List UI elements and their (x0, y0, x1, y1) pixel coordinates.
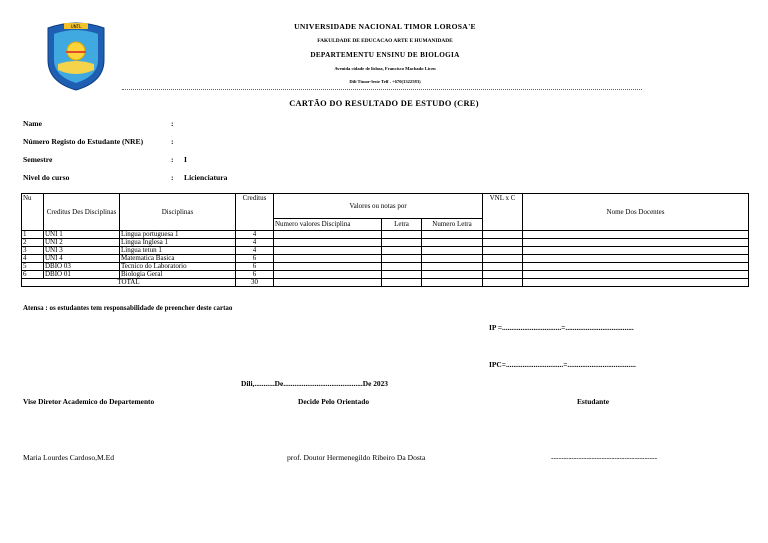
cell-creditus: 6 (236, 255, 274, 263)
header-numero-valores: Numero valores Disciplina (274, 219, 382, 231)
table-row (22, 271, 749, 279)
cell-empty (523, 247, 749, 255)
cell-nu: 2 (22, 239, 44, 247)
address-line: Avenida cidade de lisboa, Francisco Machado Licen (334, 66, 436, 71)
cell-empty (422, 231, 483, 239)
info-value: Licienciatura (184, 173, 228, 182)
cell-code: UNI 3 (44, 247, 120, 255)
table-row (22, 247, 749, 255)
header-creditus: Creditus (236, 194, 274, 231)
header-numero-letra: Numero Letra (422, 219, 483, 231)
info-name: Name : (23, 119, 174, 128)
cell-empty (274, 239, 382, 247)
header-valores: Valores ou notas por (274, 194, 483, 219)
cell-code: UNI 1 (44, 231, 120, 239)
cell-empty (523, 255, 749, 263)
cell-empty (523, 279, 749, 287)
cell-disciplina: Lingua Inglesa 1 (120, 239, 236, 247)
cell-empty (523, 271, 749, 279)
signature-line-estudante: ------------------------------------------ (551, 453, 658, 462)
cell-disciplina: Tecnico do Laboratorio (120, 263, 236, 271)
cell-empty (382, 239, 422, 247)
cell-nu: 5 (22, 263, 44, 271)
total-label: TOTAL (22, 279, 236, 287)
cell-empty (483, 263, 523, 271)
cell-nu: 4 (22, 255, 44, 263)
cell-creditus: 4 (236, 231, 274, 239)
cell-nu: 3 (22, 247, 44, 255)
table-row (22, 255, 749, 263)
attention-note: Atensa : os estudantes tem responsabilidade de preencher deste cartao (23, 304, 233, 312)
info-semestre: Semestre : I (23, 155, 187, 164)
cell-nu: 1 (22, 231, 44, 239)
cell-disciplina: Lingua portuguesa 1 (120, 231, 236, 239)
cell-empty (382, 231, 422, 239)
cell-empty (422, 247, 483, 255)
contact-line: Dili Timor-leste Telf . +670(3322583) (349, 79, 421, 84)
header-divider (122, 89, 642, 90)
cell-empty (523, 239, 749, 247)
cell-disciplina: Biologia Geral (120, 271, 236, 279)
cell-empty (523, 263, 749, 271)
cell-nu: 6 (22, 271, 44, 279)
info-label: Número Registo do Estudante (NRE) (23, 137, 144, 146)
header-creditos-disciplinas: Creditus Des Disciplinas (44, 194, 120, 231)
table-total-row (22, 279, 749, 287)
cell-empty (382, 271, 422, 279)
signature-name-vice-director: Maria Lourdes Cardoso,M.Ed (23, 453, 115, 462)
cell-disciplina: Lingua tetun 1 (120, 247, 236, 255)
cell-empty (382, 263, 422, 271)
cell-empty (382, 255, 422, 263)
signature-title-vice-director: Vise Diretor Academico do Departemento (23, 397, 155, 406)
cell-empty (483, 239, 523, 247)
info-label: Name (23, 119, 42, 128)
faculty-name: FAKULDADE DE EDUCACAO ARTE E HUMANIDADE (317, 38, 453, 44)
signature-title-estudante: Estudante (577, 397, 610, 406)
cell-empty (483, 255, 523, 263)
signature-name-orientado: prof. Doutor Hermenegildo Ribeiro Da Dosta (287, 453, 426, 462)
cell-empty (422, 263, 483, 271)
ipc-line: IPC=...............................=..................................... (489, 360, 636, 369)
cell-empty (483, 279, 523, 287)
document-title: CARTÃO DO RESULTADO DE ESTUDO (CRE) (289, 99, 479, 108)
total-value: 30 (236, 279, 274, 287)
cell-empty (382, 247, 422, 255)
cell-empty (274, 247, 382, 255)
table-row (22, 239, 749, 247)
info-value: I (184, 155, 187, 164)
cell-empty (483, 231, 523, 239)
header-docentes: Nome Dos Docentes (523, 194, 749, 231)
results-table (21, 193, 749, 287)
cell-empty (483, 247, 523, 255)
signature-title-orientado: Decide Pelo Orientado (298, 397, 370, 406)
university-name: UNIVERSIDADE NACIONAL TIMOR LOROSA'E (294, 22, 476, 31)
cell-empty (274, 279, 382, 287)
cell-empty (422, 239, 483, 247)
info-label: Nivel do curso (23, 173, 70, 182)
cell-empty (523, 231, 749, 239)
date-line: Dili,...........De...........................................De 2023 (241, 379, 388, 388)
cell-creditus: 6 (236, 263, 274, 271)
department-name: DEPARTEMENTU ENSINU DE BIOLOGIA (310, 51, 460, 59)
cell-code: DBIO 03 (44, 263, 120, 271)
cell-disciplina: Matematica Basica (120, 255, 236, 263)
header-nu: Nu (22, 194, 44, 231)
info-label: Semestre (23, 155, 53, 164)
cell-empty (274, 231, 382, 239)
header-letra: Letra (382, 219, 422, 231)
cell-empty (382, 279, 422, 287)
table-header-row (22, 194, 749, 219)
cell-empty (483, 271, 523, 279)
header-vnl: VNL x C (483, 194, 523, 231)
ip-line: IP =................................=..................................... (489, 323, 634, 332)
cell-empty (422, 255, 483, 263)
university-seal-icon (44, 20, 108, 92)
cell-empty (274, 255, 382, 263)
info-nre: Número Registo do Estudante (NRE) : (23, 137, 174, 146)
header-disciplinas: Disciplinas (120, 194, 236, 231)
cell-empty (274, 263, 382, 271)
cell-code: UNI 4 (44, 255, 120, 263)
cell-code: UNI 2 (44, 239, 120, 247)
svg-text:UNTL: UNTL (70, 24, 82, 29)
cell-empty (422, 279, 483, 287)
table-row (22, 263, 749, 271)
cell-creditus: 4 (236, 247, 274, 255)
cell-empty (422, 271, 483, 279)
cell-creditus: 4 (236, 239, 274, 247)
cell-empty (274, 271, 382, 279)
cell-creditus: 6 (236, 271, 274, 279)
table-row (22, 231, 749, 239)
info-nivel: Nivel do curso : Licienciatura (23, 173, 228, 182)
cell-code: DBIO 01 (44, 271, 120, 279)
